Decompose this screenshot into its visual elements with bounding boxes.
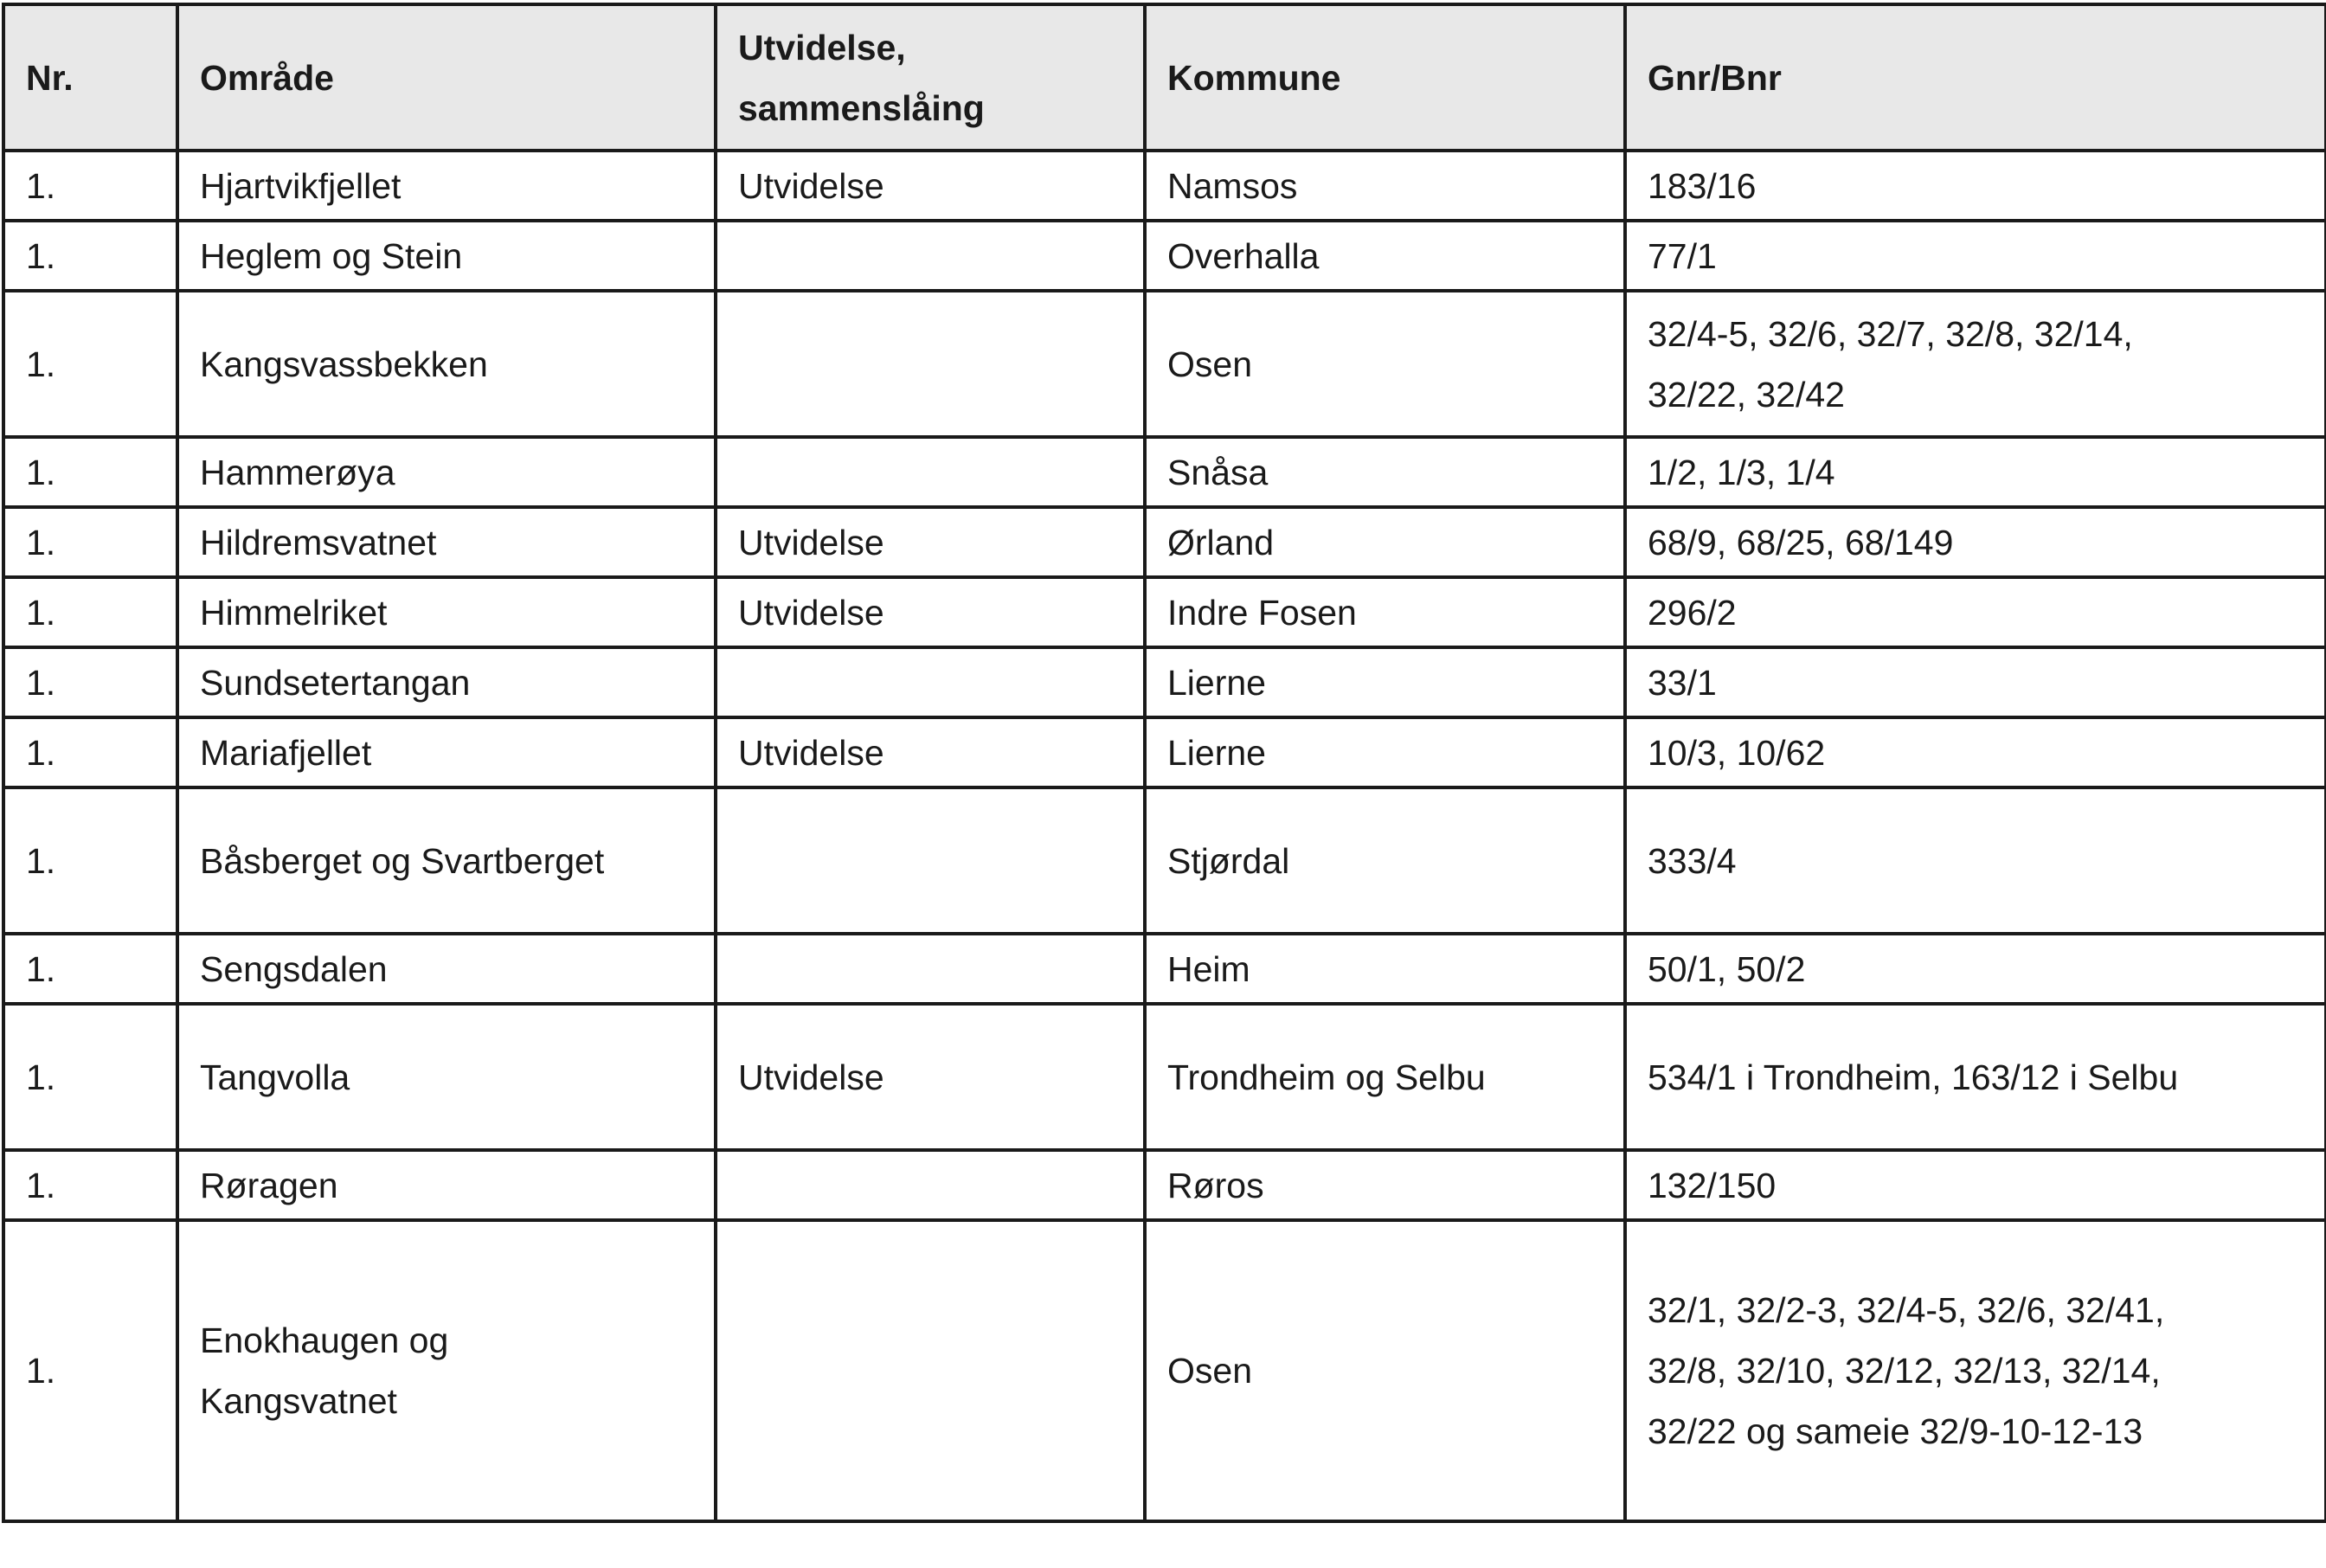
cell-omrade: Enokhaugen og Kangsvatnet [177, 1220, 716, 1521]
cell-nr: 1. [3, 1150, 177, 1220]
header-row [3, 4, 2326, 151]
table-row [3, 151, 2326, 221]
cell-nr: 1. [3, 151, 177, 221]
table-row [3, 717, 2326, 787]
cell-gnr-bnr: 77/1 [1625, 221, 2326, 291]
table-row [3, 787, 2326, 934]
cell-omrade: Mariafjellet [177, 717, 716, 787]
cell-gnr-bnr: 1/2, 1/3, 1/4 [1625, 437, 2326, 507]
cell-utvidelse [716, 437, 1145, 507]
cell-nr: 1. [3, 507, 177, 577]
table-row [3, 1004, 2326, 1150]
cell-kommune: Indre Fosen [1145, 577, 1625, 647]
cell-nr: 1. [3, 221, 177, 291]
table-row [3, 507, 2326, 577]
cell-gnr-bnr: 183/16 [1625, 151, 2326, 221]
cell-gnr-bnr: 32/4-5, 32/6, 32/7, 32/8, 32/14, 32/22, 32/42 [1625, 291, 2326, 437]
cell-gnr-bnr: 296/2 [1625, 577, 2326, 647]
cell-utvidelse: Utvidelse [716, 507, 1145, 577]
cell-omrade: Båsberget og Svartberget [177, 787, 716, 934]
areas-table [2, 3, 2326, 1523]
table-row [3, 577, 2326, 647]
cell-gnr-bnr: 534/1 i Trondheim, 163/12 i Selbu [1625, 1004, 2326, 1150]
cell-kommune: Stjørdal [1145, 787, 1625, 934]
cell-omrade: Heglem og Stein [177, 221, 716, 291]
header-utvidelse: Utvidelse, sammenslåing [716, 4, 1145, 151]
cell-kommune: Røros [1145, 1150, 1625, 1220]
cell-utvidelse [716, 1220, 1145, 1521]
cell-kommune: Snåsa [1145, 437, 1625, 507]
cell-kommune: Heim [1145, 934, 1625, 1004]
header-nr: Nr. [3, 4, 177, 151]
cell-omrade: Røragen [177, 1150, 716, 1220]
cell-utvidelse [716, 647, 1145, 717]
header-kommune: Kommune [1145, 4, 1625, 151]
cell-nr: 1. [3, 1004, 177, 1150]
cell-kommune: Namsos [1145, 151, 1625, 221]
cell-nr: 1. [3, 1220, 177, 1521]
cell-kommune: Overhalla [1145, 221, 1625, 291]
cell-kommune: Lierne [1145, 647, 1625, 717]
cell-kommune: Trondheim og Selbu [1145, 1004, 1625, 1150]
header-gnr-bnr: Gnr/Bnr [1625, 4, 2326, 151]
cell-omrade: Sengsdalen [177, 934, 716, 1004]
cell-gnr-bnr: 132/150 [1625, 1150, 2326, 1220]
cell-utvidelse: Utvidelse [716, 1004, 1145, 1150]
cell-omrade: Hammerøya [177, 437, 716, 507]
table-row [3, 647, 2326, 717]
header-omrade: Område [177, 4, 716, 151]
cell-utvidelse: Utvidelse [716, 151, 1145, 221]
cell-gnr-bnr: 68/9, 68/25, 68/149 [1625, 507, 2326, 577]
cell-gnr-bnr: 50/1, 50/2 [1625, 934, 2326, 1004]
cell-nr: 1. [3, 291, 177, 437]
table-row [3, 291, 2326, 437]
cell-utvidelse: Utvidelse [716, 717, 1145, 787]
cell-utvidelse [716, 787, 1145, 934]
cell-nr: 1. [3, 787, 177, 934]
cell-kommune: Lierne [1145, 717, 1625, 787]
cell-nr: 1. [3, 717, 177, 787]
cell-gnr-bnr: 33/1 [1625, 647, 2326, 717]
table-row [3, 934, 2326, 1004]
cell-gnr-bnr: 32/1, 32/2-3, 32/4-5, 32/6, 32/41, 32/8, 32/10, 32/12, 32/13, 32/14, 32/22 og sameie 32/9-10-12-13 [1625, 1220, 2326, 1521]
cell-nr: 1. [3, 647, 177, 717]
cell-nr: 1. [3, 577, 177, 647]
cell-nr: 1. [3, 437, 177, 507]
cell-utvidelse: Utvidelse [716, 577, 1145, 647]
cell-omrade: Tangvolla [177, 1004, 716, 1150]
table-row [3, 1220, 2326, 1521]
cell-utvidelse [716, 291, 1145, 437]
cell-nr: 1. [3, 934, 177, 1004]
cell-utvidelse [716, 221, 1145, 291]
cell-kommune: Osen [1145, 291, 1625, 437]
cell-gnr-bnr: 10/3, 10/62 [1625, 717, 2326, 787]
cell-gnr-bnr: 333/4 [1625, 787, 2326, 934]
table-row [3, 1150, 2326, 1220]
cell-utvidelse [716, 1150, 1145, 1220]
cell-omrade: Sundsetertangan [177, 647, 716, 717]
cell-omrade: Hildremsvatnet [177, 507, 716, 577]
cell-omrade: Himmelriket [177, 577, 716, 647]
cell-kommune: Osen [1145, 1220, 1625, 1521]
cell-omrade: Hjartvikfjellet [177, 151, 716, 221]
table-row [3, 437, 2326, 507]
cell-kommune: Ørland [1145, 507, 1625, 577]
cell-utvidelse [716, 934, 1145, 1004]
table-row [3, 221, 2326, 291]
cell-omrade: Kangsvassbekken [177, 291, 716, 437]
